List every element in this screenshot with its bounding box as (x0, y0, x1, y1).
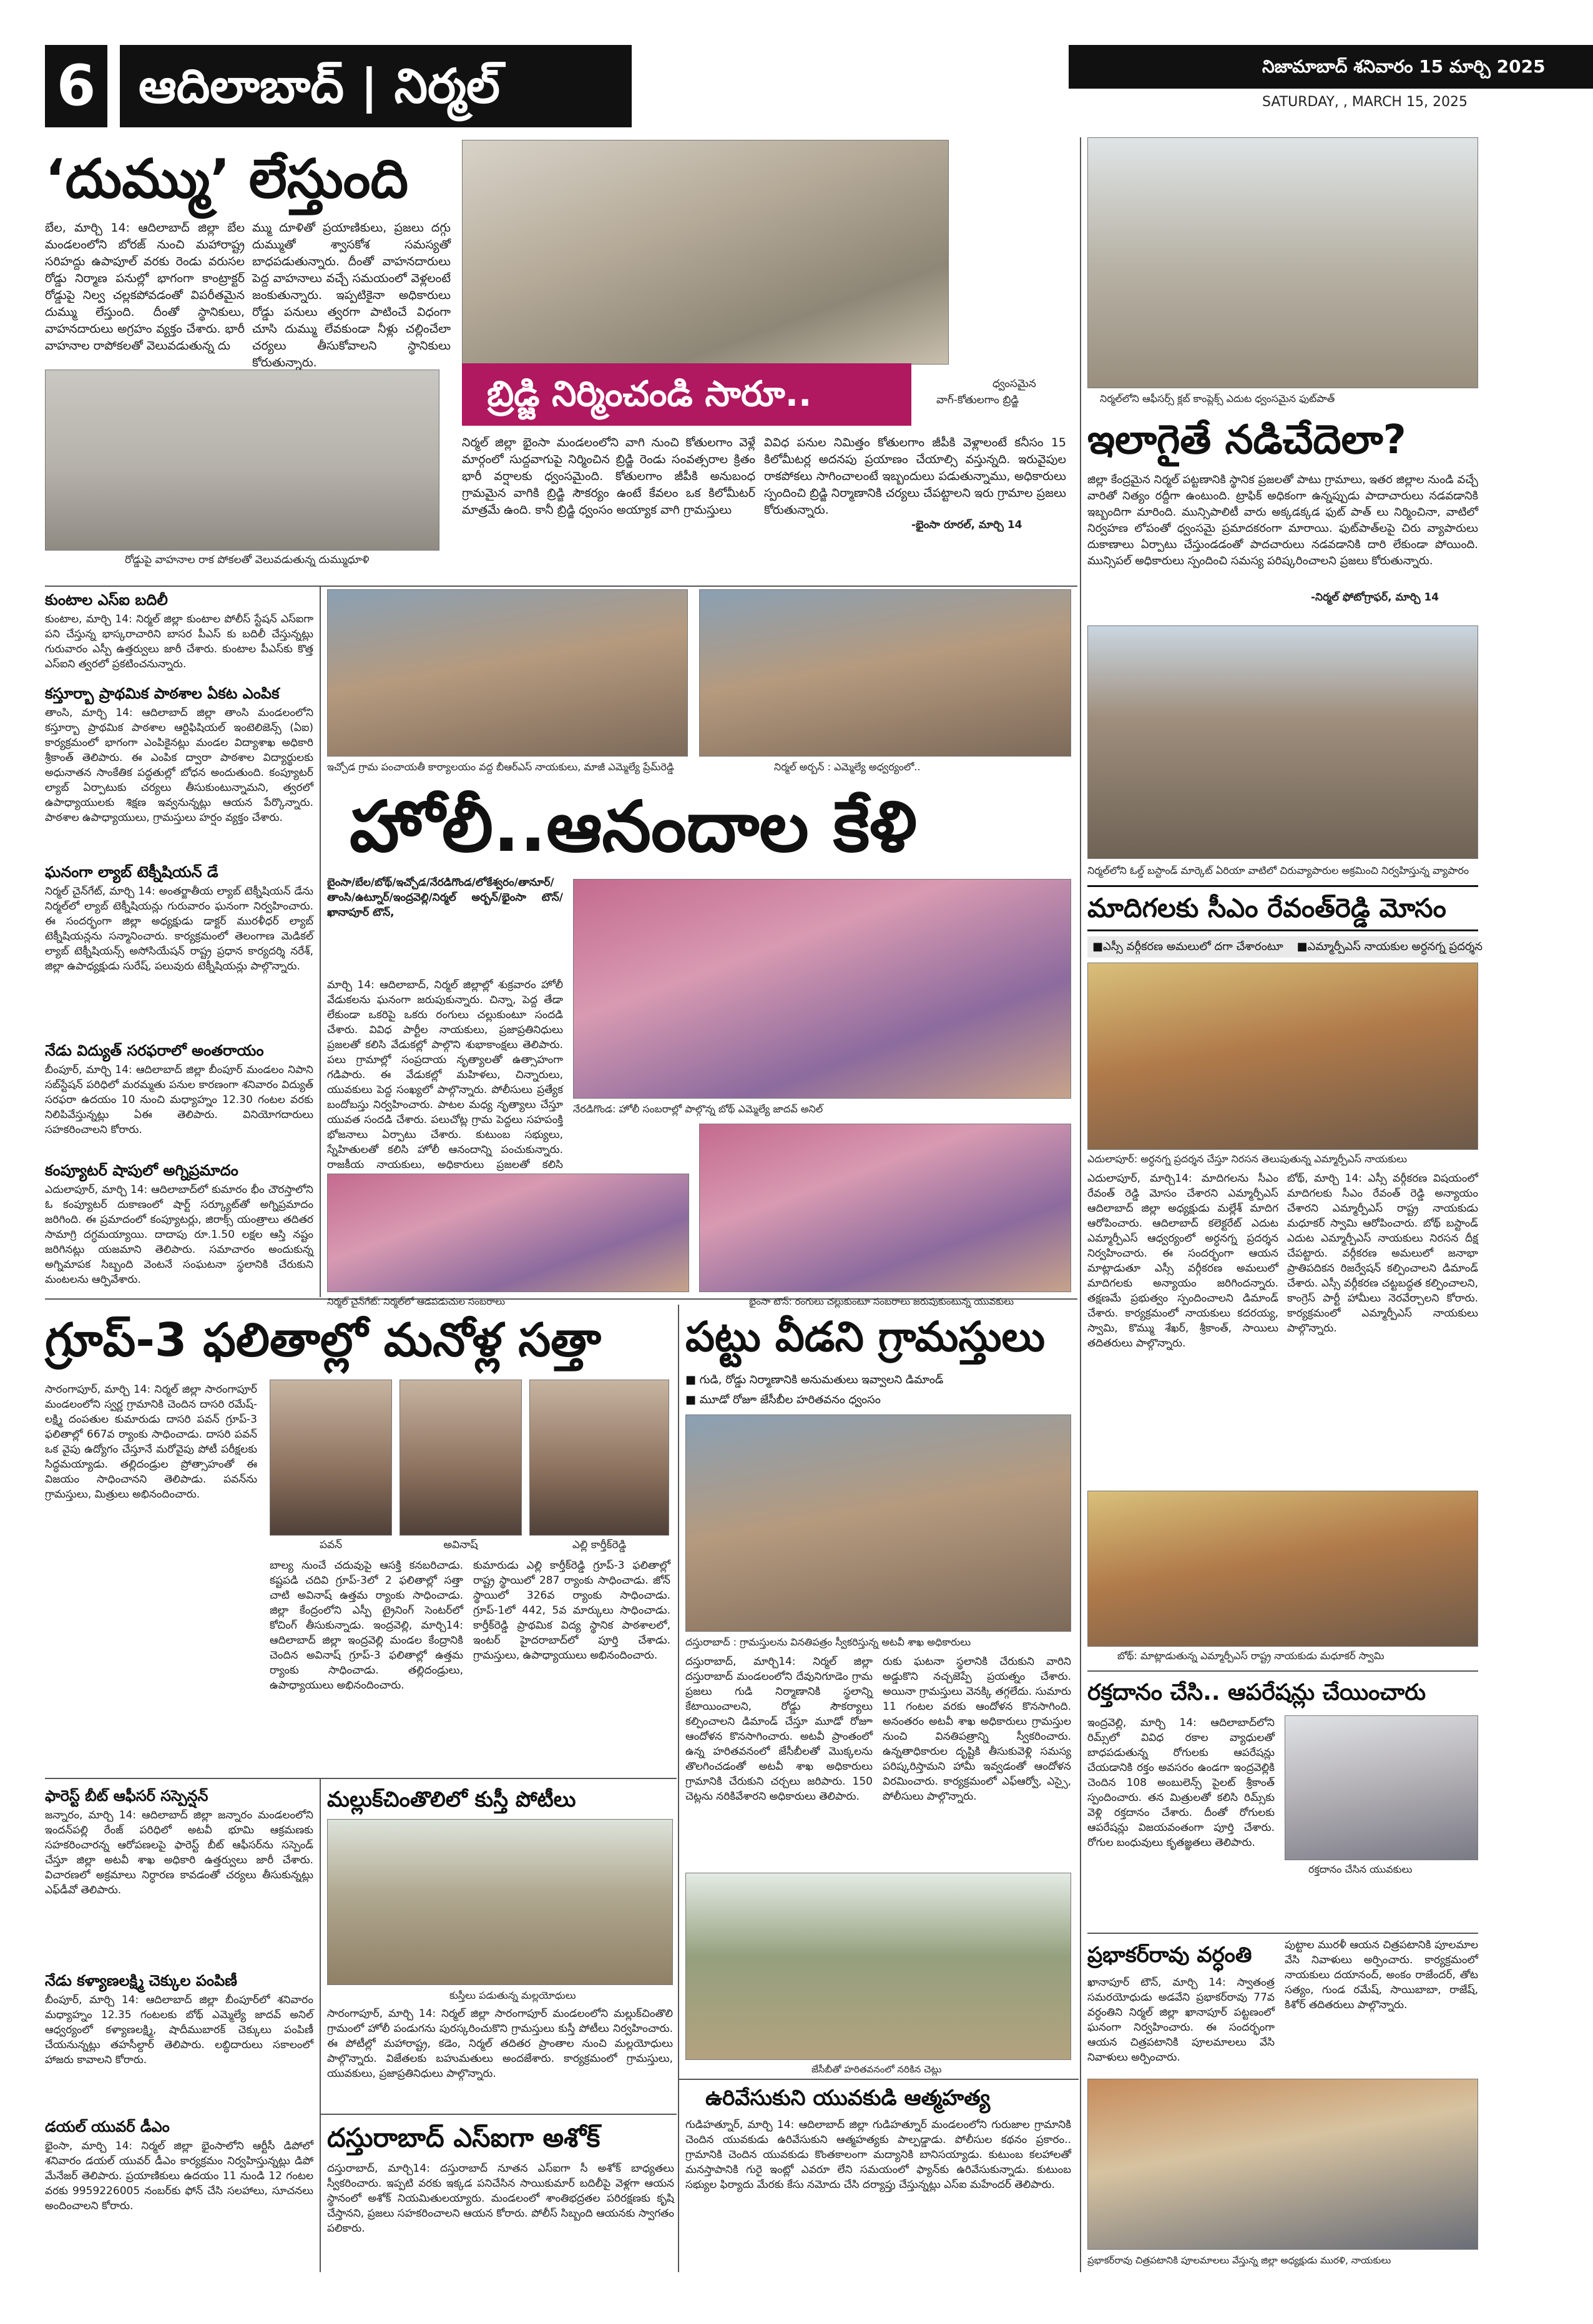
rule-raktadanam-top (1087, 1670, 1478, 1672)
brief-bottom-body-1: బీంపూర్, మార్చి 14: ఆదిలాబాద్ జిల్లా బీంపూర్‌లో శనివారం మధ్యాహ్నం 12.35 గంటలకు బోథ్ ఎమ్మెల్యే జాదవ్ అనిల్ ఆధ్వర్యంలో కళ్యాణలక్ష్మి, షాదీముబారక్ చెక్కులు పంపిణీ చేయనున్నట్లు తహసీల్దార్ తెలిపారు. లబ్ధిదారులు సకాలంలో హాజరు కావాలని కోరారు. (45, 1994, 313, 2066)
pattu-photo-2-caption: జేసీబీతో హరితవనంలో నరికిన చెట్లు (811, 2064, 942, 2075)
madiga-bullet-2: ■ ఎమ్మార్పీఎస్ నాయకుల అర్ధనగ్న ప్రదర్శన (1297, 940, 1483, 953)
group3-portrait-1-name: పవన్ (319, 1539, 343, 1551)
section-title: ఆదిలాబాద్ | నిర్మల్ (120, 45, 632, 127)
dust-col1: బేల, మార్చి 14: ఆదిలాబాద్ జిల్లా బేల మండలంలోని బోరజ్ నుంచి మహారాష్ట్ర సరిహద్దు ఉపాపూల్ వరకు రెండు వరుసల రోడ్డు నిర్మాణ పనుల్లో భాగంగా కాంట్రాక్టర్ రోడ్డుపై నిల్వ చల్లకపోవడంతో విపరీతమైన దుమ్ము లేస్తుంది. దీంతో స్థానికులు, వాహనదారులు అగ్రహం వ్యక్తం చేశారు. భారీ వాహనాల రాపోకలతో వెలువడుతున్న దు (45, 221, 245, 353)
dasturabad-si-body: దస్తురాబాద్, మార్చి14: దస్తురాబాద్ నూతన ఎస్ఐగా సీ అశోక్ బాధ్యతలు స్వీకరించారు. ఇప్పటి వరకు ఇక్కడ పనిచేసిన సాయికుమార్ బదిలీపై వెళ్లగా ఆయన స్థానంలో అశోక్ నియమితులయ్యారు. మండలంలో శాంతిభద్రతల పరిరక్షణకు కృషి చేస్తానని, ప్రజలు సహకరించాలని ఆయన కోరారు. పోలీస్ సిబ్బంది ఆయనకు స్వాగతం పలికారు. (327, 2162, 674, 2235)
brief-body-4: ఎదులాపూర్, మార్చి 14: ఆదిలాబాద్‌లో కుమారం భీం చౌరస్తాలోని ఓ కంప్యూటర్ దుకాణంలో షార్ట్ సర్క్యూట్‌తో అగ్నిప్రమాదం జరిగింది. ఈ ప్రమాదంలో కంప్యూటర్లు, జిరాక్స్ యంత్రాలు తదితర సామాగ్రి దగ్ధమయ్యాయి. దాదాపు రూ.1.50 లక్షల ఆస్తి నష్టం జరిగినట్లు యజమాని తెలిపారు. సమాచారం అందుకున్న అగ్నిమాపక సిబ్బంది వెంటనే సంఘటనా స్థలానికి చేరుకుని మంటలను ఆర్పివేశారు. (45, 1184, 313, 1286)
kusti-body: సారంగాపూర్, మార్చి 14: నిర్మల్ జిల్లా సారంగాపూర్ మండలంలోని మల్లుక్‌చింతొలి గ్రామంలో హోలీ పండుగను పురస్కరించుకొని గ్రామస్తులు కుస్తీ పోటీలు నిర్వహించారు. ఈ పోటీల్లో మహారాష్ట్ర, కడెం, నిర్మల్ తదితర ప్రాంతాల నుంచి మల్లయోధులు పాల్గొన్నారు. విజేతలకు బహుమతులు అందజేశారు. కార్యక్రమంలో గ్రామస్తులు, యువకులు, ప్రజాప్రతినిధులు పాల్గొన్నారు. (327, 2008, 673, 2080)
headline-prabhakar: ప్రభాకర్‌రావు వర్ధంతి (1087, 1943, 1252, 1968)
prabhakar-col1: ఖానాపూర్ టౌన్, మార్చి 14: స్వాతంత్ర సమరయోధుడు అడవేని ప్రభాకర్‌రావు 77వ వర్ధంతిని నిర్మల్ జిల్లా ఖానాపూర్ పట్టణంలో ఘనంగా నిర్వహించారు. ఈ సందర్భంగా ఆయన చిత్రపటానికి పూలమాలలు వేసి నివాళులు అర్పించారు. (1087, 1976, 1275, 2064)
market-photo-caption: నిర్మల్‌లోని ఓల్డ్ బస్టాండ్ మార్కెట్ ఏరియా వాటిలో చిరువ్యాపారుల అక్రమించి నిర్వహిస్తున్న వ్యాపారం (1087, 865, 1469, 876)
brief-title-4: కంప్యూటర్ షాపులో అగ్నిప్రమాదం (45, 1162, 238, 1179)
rule-group3-bottom (45, 1778, 677, 1779)
headline-raktadanam: రక్తదానం చేసి.. ఆపరేషన్లు చేయించారు (1087, 1680, 1426, 1705)
dust-photo (45, 370, 439, 551)
prabhakar-photo-caption: ప్రభాకర్‌రావు చిత్రపటానికి పూలమాలలు వేస్తున్న జిల్లా అధ్యక్షుడు మురళి, నాయకులు (1087, 2255, 1391, 2266)
headline-dust: ‘దుమ్ము’ లేస్తుంది (45, 148, 409, 210)
suicide-body: గుడిహత్నూర్, మార్చి 14: ఆదిలాబాద్ జిల్లా గుడిహత్నూర్ మండలంలోని గురుజాల గ్రామానికి చెందిన యువకుడు ఉరివేసుకుని ఆత్మహత్యకు పాల్పడ్డాడు. పోలీసుల కథనం ప్రకారం.. గ్రామానికి చెందిన యువకుడు కొంతకాలంగా మద్యానికి బానిసయ్యాడు. కుటుంబ కలహాలతో మనస్తాపానికి గురై ఇంట్లో ఎవరూ లేని సమయంలో ఫ్యాన్‌కు ఉరివేసుకున్నాడు. కుటుంబ సభ్యుల ఫిర్యాదు మేరకు కేసు నమోదు చేసి దర్యాప్తు చేస్తున్నట్లు ఎస్ఐ మహేందర్ తెలిపారు. (685, 2119, 1071, 2191)
date-english: SATURDAY, , MARCH 15, 2025 (1262, 94, 1468, 110)
madiga-bullets (1087, 936, 1483, 958)
market-photo (1087, 625, 1478, 859)
brief-body-3: బీంపూర్, మార్చి 14: ఆదిలాబాద్ జిల్లా బీంపూర్ మండలం నిపాని సబ్‌స్టేషన్ పరిధిలో మరమ్మతు పనుల కారణంగా శనివారం విద్యుత్ సరఫరా ఉదయం 10 నుంచి మధ్యాహ్నం 12.30 గంటల వరకు నిలిపివేస్తున్నట్లు ఏఈ తెలిపారు. వినియోగదారులు సహకరించాలని కోరారు. (45, 1064, 313, 1136)
pattu-col2: రుకు ఘటనా స్థలానికి చేరుకుని వారిని అడ్డుకొని నచ్చజెప్పే ప్రయత్నం చేశారు. అయినా గ్రామస్తులు వెనక్కి తగ్గలేదు. సుమారు 11 గంటల వరకు ఆందోళన కొనసాగింది. అనంతరం అటవీ శాఖ అధికారులు గ్రామస్తుల నుంచి వినతిపత్రాన్ని స్వీకరించారు. ఉన్నతాధికారుల దృష్టికి తీసుకువెళ్లి సమస్య పరిష్కరిస్తామని హామీ ఇవ్వడంతో ఆందోళన విరమించారు. కార్యక్రమంలో ఎఫ్ఆర్వో, ఎస్సై, పోలీసులు పాల్గొన్నారు. (883, 1655, 1071, 1803)
kusti-photo (327, 1819, 673, 1985)
bridge-side-caption-1: ధ్వంసమైన (993, 378, 1036, 390)
holi-photo-5 (699, 1124, 1071, 1292)
dust-photo-caption: రోడ్డుపై వాహనాల రాక పోకలతో వెలువడుతున్న దుమ్ముధూళి (125, 554, 370, 566)
footpath-photo-caption: నిర్మల్‌లోని ఆఫీసర్స్ క్లబ్ కాంప్లెక్స్ ఎదుట ధ్వంసమైన ఫుట్‌పాత్ (1100, 393, 1335, 404)
holi-photo-5-caption: భైంసా టౌన్: రంగులు చల్లుకుంటూ సంబరాలు జరుపుకుంటున్న యువకులు (749, 1296, 1014, 1307)
madiga-bullet-1: ■ ఎస్సీ వర్గీకరణ అమలులో దగా చేశారంటూ (1092, 940, 1283, 953)
rule-prabhakar-top (1087, 1933, 1478, 1934)
headline-group3: గ్రూప్-3 ఫలితాల్లో మనోళ్ల సత్తా (45, 1313, 602, 1367)
raktadanam-photo-caption: రక్తదానం చేసిన యువకులు (1308, 1863, 1413, 1875)
page-number: 6 (45, 45, 107, 127)
group3-portrait-2 (399, 1380, 522, 1536)
group3-col2: బాల్య నుంచే చదువుపై ఆసక్తి కనబరిచాడు. కష్టపడి చదివి గ్రూప్-3లో 2 ఫలితాల్లో సత్తా చాటి అవినాష్ ఉత్తమ ర్యాంకు సాధించాడు. జిల్లా కేంద్రంలోని ఎస్పీ ట్రైనింగ్ సెంటర్‌లో కోచింగ్ తీసుకున్నాడు. ఇంద్రవెల్లి, మార్చి14: ఆదిలాబాద్ జిల్లా ఇంద్రవెల్లి మండల కేంద్రానికి చెందిన అవినాష్ గ్రూప్-3 ఫలితాల్లో ఉత్తమ ర్యాంకు సాధించాడు. తల్లిదండ్రులు, ఉపాధ్యాయులు అభినందించారు. (270, 1559, 463, 1692)
brief-title-3: నేడు విద్యుత్ సరఫరాలో అంతరాయం (45, 1042, 264, 1059)
rule-left-column (320, 586, 321, 1297)
brief-bottom-body-2: భైంసా, మార్చి 14: నిర్మల్ జిల్లా భైంసాలోని ఆర్టీసీ డిపోలో శనివారం డయల్ యువర్ డీఎం కార్యక్రమం నిర్వహిస్తున్నట్లు డిపో మేనేజర్ తెలిపారు. ప్రయాణికులు ఉదయం 11 నుండి 12 గంటల వరకు 9959226005 నంబర్‌కు ఫోన్ చేసి సలహాలు, సూచనలు అందించాలని కోరారు. (45, 2140, 313, 2212)
madiga-photo-2 (1087, 1491, 1478, 1647)
group3-portrait-1 (270, 1380, 392, 1536)
headline-kusti: మల్లుక్‌చింతొలిలో కుస్తీ పోటీలు (327, 1787, 576, 1812)
headline-footpath: ఇలాగైతే నడిచేదెలా? (1087, 417, 1406, 463)
brief-bottom-title-1: నేడు కళ్యాణలక్ష్మి చెక్కుల పంపిణీ (45, 1972, 237, 1989)
holi-photo-2-caption: నిర్మల్ అర్బన్ : ఎమ్మెల్యే అధ్వర్యంలో.. (774, 761, 921, 773)
holi-photo-3-caption: నేరడిగొండ: హోలీ సంబరాల్లో పాల్గొన్న బోథ్ ఎమ్మెల్యే జాదవ్ అనిల్ (573, 1103, 823, 1115)
rule-right-column (1080, 137, 1081, 2272)
pattu-bullet-2: ■ మూడో రోజూ జేసీబీల హరితవనం ధ్వంసం (685, 1392, 1072, 1410)
pattu-photo-1-caption: దస్తురాబాద్ : గ్రామస్తులను వినతిపత్రం స్వీకరిస్తున్న అటవీ శాఖ అధికారులు (685, 1636, 971, 1648)
group3-col1: సారంగాపూర్, మార్చి 14: నిర్మల్ జిల్లా సారంగాపూర్ మండలంలోని స్వర్ణ గ్రామానికి చెందిన దాసరి రమేష్-లక్ష్మి దంపతుల కుమారుడు దాసరి పవన్ గ్రూప్-3 ఫలితాల్లో 667వ ర్యాంకు సాధించాడు. దాసరి పవన్ ఒక వైపు ఉద్యోగం చేస్తూనే మరోవైపు పోటీ పరీక్షలకు సిద్ధమయ్యాడు. తల్లిదండ్రుల ప్రోత్సాహంతో ఈ విజయం సాధించానని తెలిపాడు. పవన్‌ను గ్రామస్తులు, మిత్రులు అభినందించారు. (45, 1383, 257, 1501)
footpath-photo (1087, 137, 1478, 388)
brief-bottom-title-2: డయల్ యువర్ డీఎం (45, 2118, 170, 2135)
footpath-body: జిల్లా కేంద్రమైన నిర్మల్ పట్టణానికి స్థానిక ప్రజలతో పాటు గ్రామాలు, ఇతర జిల్లాల నుండి వచ్చే వారితో నిత్యం రద్దీగా ఉంటుంది. ట్రాఫిక్ అధికంగా ఉన్నప్పుడు పాదాచారులు నడవడానికి ఇబ్బందిగా మారింది. మున్సిపాలిటీ వారు అక్కడక్కడ ఫుట్ పాత్ లు నిర్మించినా, వాటిలో నిర్వహణ లోపంతో ధ్వంసమై ప్రమాదకరంగా మారాయి. ఫుట్‌పాత్‌లపై చిరు వ్యాపారులు దుకాణాలు ఏర్పాటు చేస్తుండడంతో పాదచారులు నడవడానికి దారి లేకుండా పోయింది. మున్సిపల్ అధికారులు స్పందించి సమస్య పరిష్కరించాలని ప్రజలు కోరుతున్నారు. (1087, 473, 1478, 567)
group3-portrait-3 (529, 1380, 669, 1536)
kusti-photo-caption: కుస్తీలు పడుతున్న మల్లయోధులు (449, 1989, 576, 2001)
pattu-bullet-1: ■ గుడి, రోడ్డు నిర్మాణానికి అనుమతులు ఇవ్వాలని డిమాండ్ (685, 1372, 1072, 1390)
brief-body-0: కుంటాల, మార్చి 14: నిర్మల్ జిల్లా కుంటాల పోలీస్ స్టేషన్ ఎస్ఐగా పని చేస్తున్న భాస్కరాచారిని బాసర పీఎస్ కు బదిలీ చేస్తున్నట్లు గురువారం ఎస్పీ ఉత్తర్వులు జారీ చేశారు. కుంటాల పీఎస్‌కు కొత్త ఎస్ఐని త్వరలో ప్రకటించనున్నారు. (45, 613, 313, 670)
brief-title-2: ఘనంగా ల్యాబ్ టెక్నీషియన్ డే (45, 863, 218, 881)
brief-body-2: నిర్మల్ చైన్‌గేట్, మార్చి 14: అంతర్జాతీయ ల్యాబ్ టెక్నీషియన్ డేను నిర్మల్‌లో ల్యాబ్ టెక్నీషియన్లు గురువారం ఘనంగా నిర్వహించారు. ఈ సందర్భంగా జిల్లా అధ్యక్షుడు డాక్టర్ మురళీధర్ ల్యాబ్ టెక్నీషియన్లను సన్మానించారు. కార్యక్రమంలో తెలంగాణ మెడికల్ ల్యాబ్ టెక్నీషియన్స్ అసోసియేషన్ రాష్ట్ర ప్రధాన కార్యదర్శి నరేశ్, జిల్లా ఉపాధ్యక్షుడు సురేష్, పలువురు టెక్నీషియన్లు పాల్గొన్నారు. (45, 885, 313, 973)
pattu-photo-1 (685, 1415, 1071, 1632)
bridge-side-caption-2: వాగ్-కోతులగాం బ్రిడ్జి (936, 394, 1019, 406)
headline-holi: హోలీ..ఆనందాల కేళి (350, 787, 917, 868)
rule-top (45, 586, 1077, 587)
group3-portrait-3-name: ఎల్లి కార్తీక్‌రెడ్డి (572, 1539, 627, 1551)
bridge-banner: బ్రిడ్జి నిర్మించండి సారూ.. (462, 363, 911, 426)
madiga-col2: బోథ్, మార్చి 14: ఎస్సీ వర్గీకరణ విషయంలో మాదిగలకు సీఎం రేవంత్ రెడ్డి అన్యాయం చేశారని ఎమ్మార్పీఎస్ రాష్ట్ర నాయకుడు మధూకర్ స్వామి ఆరోపించారు. బోథ్ బస్టాండ్ ఎదుట ఎమ్మార్పీఎస్ నాయకులు నిరసన దీక్ష చేపట్టారు. వర్గీకరణ అమలులో జనాభా ప్రాతిపదికన రిజర్వేషన్ కల్పించాలని డిమాండ్ చేశారు. ఎస్సీ వర్గీకరణ చట్టబద్ధత కల్పించాలని, కాంగ్రెస్ పార్టీ హామీలు నెరవేర్చాలని కోరారు. కార్యక్రమంలో ఎమ్మార్పీఎస్ నాయకులు పాల్గొన్నారు. (1287, 1172, 1478, 1335)
bridge-dateline: -భైంసా రూరల్, మార్చి 14 (911, 519, 1022, 531)
headline-dasturabad-si: దస్తురాబాద్ ఎస్ఐగా అశోక్ (327, 2122, 600, 2153)
madiga-photo-2-caption: బోథ్: మాట్లాడుతున్న ఎమ్మార్పీఎస్ రాష్ట్ర నాయకుడు మధూకర్ స్వామి (1117, 1650, 1385, 1662)
prabhakar-photo (1087, 2079, 1478, 2250)
brief-body-1: తాంసి, మార్చి 14: ఆదిలాబాద్ జిల్లా తాంసి మండలంలోని కస్తూర్బా ప్రాథమిక పాఠశాల ఆర్టిఫిషియల్ ఇంటెలిజెన్స్ (ఏఐ) కార్యక్రమంలో భాగంగా ఎంపికైనట్లు మండల విద్యాశాఖ అధికారి శ్రీకాంత్ తెలిపారు. ఈ ఎంపిక ద్వారా పాఠశాల విద్యార్థులకు అధునాతన సాంకేతిక పద్ధతుల్లో బోధన అందుతుంది. కంప్యూటర్ ల్యాబ్ ఏర్పాటుకు చర్యలు తీసుకుంటున్నామని, త్వరలో ఉపాధ్యాయులకు శిక్షణ ఇవ్వనున్నట్లు ఆయన పేర్కొన్నారు. పాఠశాల ఉపాధ్యాయులు, గ్రామస్తులు హర్షం వ్యక్తం చేశారు. (45, 707, 313, 824)
holi-body: మార్చి 14: ఆదిలాబాద్, నిర్మల్ జిల్లాల్లో శుక్రవారం హోలీ వేడుకలను ఘనంగా జరుపుకున్నారు. చిన్నా, పెద్ద తేడా లేకుండా ఒకరిపై ఒకరు రంగులు చల్లుకుంటూ సందడి చేశారు. వివిధ పార్టీల నాయకులు, ప్రజాప్రతినిధులు ప్రజలతో కలిసి వేడుకల్లో పాల్గొని శుభాకాంక్షలు తెలిపారు. పలు గ్రామాల్లో సంప్రదాయ నృత్యాలతో ఉత్సాహంగా గడిపారు. ఈ వేడుకల్లో మహిళలు, చిన్నారులు, యువకులు పెద్ద సంఖ్యలో పాల్గొన్నారు. పోలీసులు ప్రత్యేక బందోబస్తు నిర్వహించారు. పాటల మధ్య నృత్యాలు చేస్తూ యువత సందడి చేశారు. పలుచోట్ల గ్రామ పెద్దలు సహపంక్తి భోజనాలు ఏర్పాటు చేశారు. కుటుంబ సభ్యులు, స్నేహితులతో కలిసి హోలీ ఆనందాన్ని పంచుకున్నారు. రాజకీయ నాయకులు, అధికారులు ప్రజలతో కలిసి (327, 979, 563, 1171)
holi-photo-1 (327, 589, 688, 757)
madiga-photo-1-caption: ఎదులాపూర్: అర్ధనగ్న ప్రదర్శన చేస్తూ నిరసన తెలుపుతున్న ఎమ్మార్పీఎస్ నాయకులు (1087, 1153, 1408, 1165)
pattu-col1: దస్తురాబాద్, మార్చి14: నిర్మల్ జిల్లా దస్తురాబాద్ మండలంలోని దేవునిగూడెం గ్రామ ప్రజలు గుడి నిర్మాణానికి స్థలాన్ని కేటాయించాలని, రోడ్డు సౌకర్యాలు కల్పించాలని డిమాండ్ చేస్తూ మూడో రోజూ ఆందోళన కొనసాగించారు. అటవీ ప్రాంతంలో ఉన్న హరితవనంలో జేసీబీలతో మొక్కలను తొలగించడంతో అటవీ శాఖ అధికారులు గ్రామానికి చేరుకుని చర్చలు జరిపారు. 150 చెట్లను నరికివేశారని అధికారులు తెలిపారు. (685, 1655, 873, 1803)
rule-kusti-bottom (321, 2114, 677, 2115)
bridge-col2: వివిధ పనుల నిమిత్తం కోతులగాం జీపీకి వెళ్లాలంటే కనీసం 15 కిలోమీటర్ల అదనపు ప్రయాణం చేయాల్సి వస్తున్నది. ఇరువైపుల రాకపోకలు సాగించాలంటే ఇబ్బందులు పడుతున్నాము, అధికారులు స్పందించి బ్రిడ్జి నిర్మాణానికి చర్యలు చేపట్టాలని ఇరు గ్రామాల ప్రజలు కోరుతున్నారు. (764, 436, 1066, 517)
headline-pattu: పట్టు వీడని గ్రామస్తులు (685, 1313, 1046, 1361)
rule-group3-divider (678, 1305, 679, 2272)
raktadanam-photo (1285, 1715, 1478, 1860)
prabhakar-col2: పుట్టాల మురళీ ఆయన చిత్రపటానికి పూలమాల వేసి నివాళులు అర్పించారు. కార్యక్రమంలో నాయకులు దయానంద్, అంకం రాజేందర్, తోట సత్యం, గుండ రమేష్, సాయిబాబా, రాజేష్, కిశోర్ తదితరులు పాల్గొన్నారు. (1285, 1939, 1478, 2011)
brief-title-0: కుంటాల ఎస్ఐ బదిలీ (45, 591, 168, 609)
pattu-photo-2 (685, 1873, 1071, 2060)
date-telugu: నిజామాబాద్ శనివారం 15 మార్చి 2025 (1069, 45, 1593, 89)
holi-photo-4 (327, 1174, 689, 1292)
holi-photo-3 (573, 879, 1071, 1099)
madiga-col1: ఎదులాపూర్, మార్చి14: మాదిగలను సీఎం రేవంత్ రెడ్డి మోసం చేశారని ఎమ్మార్పీఎస్ ఆదిలాబాద్ జిల్లా అధ్యక్షుడు మల్లేశ్ మాదిగ ఆరోపించారు. ఆదిలాబాద్ కలెక్టరేట్ ఎదుట ఎమ్మార్పీఎస్ ఆధ్వర్యంలో అర్ధనగ్న ప్రదర్శన నిర్వహించారు. ఈ సందర్భంగా ఆయన మాట్లాడుతూ ఎస్సీ వర్గీకరణ అమలులో మాదిగలకు అన్యాయం జరిగిందన్నారు. తక్షణమే ప్రభుత్వం స్పందించాలని డిమాండ్ చేశారు. కార్యక్రమంలో నాయకులు కదరయ్య, స్వామి, కొమ్ము శేఖర్, శ్రీకాంత్, సాయిలు తదితరులు పాల్గొన్నారు. (1087, 1172, 1278, 1350)
footpath-dateline: -నిర్మల్ ఫోటోగ్రాఫర్, మార్చి 14 (1311, 591, 1439, 604)
madiga-photo-1 (1087, 963, 1478, 1150)
bridge-photo (462, 140, 949, 365)
group3-col3: కుమారుడు ఎల్లి కార్తీక్‌రెడ్డి గ్రూప్-3 ఫలితాల్లో రాష్ట్ర స్థాయిలో 287 ర్యాంకు సాధించాడు. జోన్ స్థాయిలో 326వ ర్యాంకు సాధించాడు. గ్రూప్-1లో 442, 5వ మార్కులు సాధించాడు. కార్తీక్‌రెడ్డి ప్రాథమిక విద్య స్థానిక పాఠశాలలో, ఇంటర్ హైదరాబాద్‌లో పూర్తి చేశాడు. గ్రామస్తులు, ఉపాధ్యాయులు అభినందించారు. (473, 1559, 670, 1662)
headline-madiga: మాదిగలకు సీఎం రేవంత్‌రెడ్డి మోసం (1087, 885, 1478, 931)
rule-suicide-top (679, 2079, 1079, 2080)
holi-photo-2 (699, 589, 1071, 757)
headline-suicide: ఉరివేసుకుని యువకుడి ఆత్మహత్య (705, 2086, 991, 2111)
holi-photo-4-caption: నిర్మల్ చైన్‌గేట్: నిర్మల్‌లో ఆడపడుచుల సంబరాలు (327, 1296, 506, 1307)
rule-bottom-left (320, 1779, 321, 2272)
dust-col2: మ్ము దూళితో ప్రయాణికులు, ప్రజలు దగ్గు దుమ్ముతో శ్వాసకోశ సమస్యతో బాధపడుతున్నారు. దీంతో వాహనదారులు పెద్ద వాహనాలు వచ్చే సమయంలో వెళ్లలంటే జంకుతున్నారు. ఇప్పటికైనా అధికారులు రోడ్డు పనులు త్వరగా పాటించే విధంగా చూసి దుమ్ము లేవకుండా నీళ్లు చల్లించేలా చర్యలు తీసుకోవాలని స్థానికులు కోరుతున్నారు. (252, 221, 451, 370)
brief-bottom-title-0: ఫారెస్ట్ బీట్ ఆఫీసర్ సస్పెన్షన్ (45, 1787, 208, 1805)
brief-title-1: కస్తూర్బా ప్రాథమిక పాఠశాల ఏకట ఎంపిక (45, 685, 280, 702)
masthead (45, 45, 1546, 127)
bridge-col1: నిర్మల్ జిల్లా భైంసా మండలంలోని వాగి నుంచి కోతులగాం వెళ్లే మార్గంలో సుద్దవాగుపై నిర్మించిన బ్రిడ్జి రెండు సంవత్సరాల క్రితం భారీ వర్షాలకు ధ్వంసమైంది. కోతులగాం జీపీకి అనుబంధ గ్రామమైన వాగికి బ్రిడ్జి సౌకర్యం ఉంటే కేవలం ఒక కిలోమీటర్ మాత్రమే ఉంది. కానీ బ్రిడ్జి ధ్వంసం అయ్యాక వాగి గ్రామస్తులు (462, 436, 755, 517)
holi-photo-1-caption: ఇచ్చోడ గ్రామ పంచాయతీ కార్యాలయం వద్ద బీఆర్ఎస్ నాయకులు, మాజీ ఎమ్మెల్యే ప్రేమ్‌రెడ్డి (327, 761, 674, 773)
holi-dateline-line: బైంసా/బేల/బోథ్/ఇచ్చోడ/నేరడిగొండ/లోకేశ్వరం/తానూర్/తాంసి/ఉట్నూర్/ఇంద్రవెల్లి/నిర్మల్ అర్బన్/భైంసా టౌన్/ఖానాపూర్ టౌన్, (327, 876, 563, 919)
group3-portrait-2-name: అవినాష్ (443, 1539, 478, 1551)
brief-bottom-body-0: జన్నారం, మార్చి 14: ఆదిలాబాద్ జిల్లా జన్నారం మండలంలోని ఇందన్‌పల్లి రేంజ్ పరిధిలో అటవీ భూమి ఆక్రమణకు సహకరించారన్న ఆరోపణలపై ఫారెస్ట్ బీట్ ఆఫీసర్‌ను సస్పెండ్ చేస్తూ జిల్లా అటవీ శాఖ అధికారి ఉత్తర్వులు జారీ చేశారు. విచారణలో అక్రమాలు నిర్ధారణ కావడంతో చర్యలు తీసుకున్నట్లు ఎఫ్‌డీవో తెలిపారు. (45, 1809, 313, 1896)
raktadanam-body: ఇంద్రవెల్లి, మార్చి 14: ఆదిలాబాద్‌లోని రిమ్స్‌లో వివిధ రకాల వ్యాధులతో బాధపడుతున్న రోగులకు ఆపరేషన్లు చేయడానికి రక్తం అవసరం ఉండగా ఇంద్రవెల్లికి చెందిన 108 అంబులెన్స్ పైలట్ శ్రీకాంత్ స్పందించారు. తన మిత్రులతో కలిసి రిమ్స్‌కు వెళ్లి రక్తదానం చేశారు. దీంతో రోగులకు ఆపరేషన్లు విజయవంతంగా పూర్తి చేశారు. రోగుల బంధువులు కృతజ్ఞతలు తెలిపారు. (1087, 1717, 1275, 1849)
